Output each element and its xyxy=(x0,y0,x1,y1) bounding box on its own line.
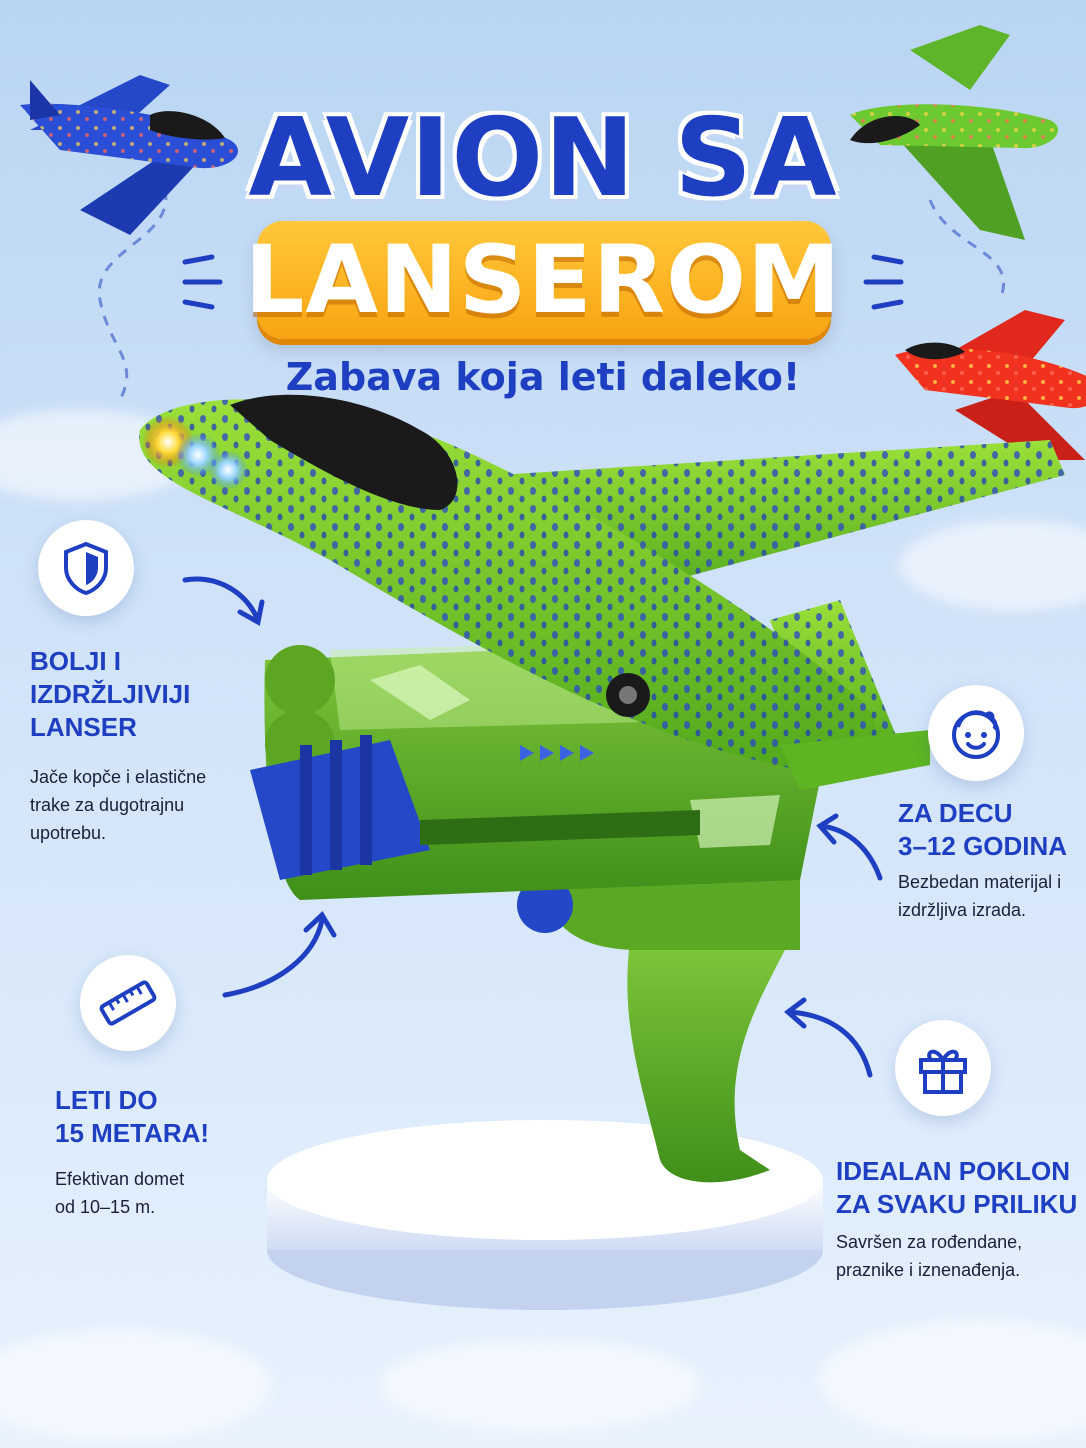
feature-icon-circle xyxy=(38,520,134,616)
tagline: Zabava koja leti daleko! xyxy=(285,355,801,399)
feature-description: Bezbedan materijal i izdržljiva izrada. xyxy=(898,872,1062,920)
feature-icon-circle xyxy=(895,1020,991,1116)
feature-icon-circle xyxy=(80,955,176,1051)
feature-title: BOLJI I IZDRŽLJIVIJI LANSER xyxy=(30,646,191,742)
ruler-icon xyxy=(98,973,158,1033)
feature-title: IDEALAN POKLON ZA SVAKU PRILIKU xyxy=(836,1156,1078,1219)
headline-line-2: LANSEROM xyxy=(244,226,842,335)
shield-icon xyxy=(56,538,116,598)
feature-title: ZA DECU 3–12 GODINA xyxy=(898,798,1068,861)
gift-icon xyxy=(913,1038,973,1098)
feature-icon-circle xyxy=(928,685,1024,781)
child-face-icon xyxy=(946,703,1006,763)
feature-title: LETI DO 15 METARA! xyxy=(55,1085,210,1148)
feature-description: Savršen za rođendane, praznike i iznenađenja. xyxy=(836,1232,1023,1280)
headline-line-1: AVION SA xyxy=(248,96,838,221)
feature-description: Jače kopče i elastične trake za dugotrajnu upotrebu. xyxy=(30,767,207,843)
podium-top xyxy=(267,1120,823,1240)
feature-description: Efektivan domet od 10–15 m. xyxy=(55,1169,185,1217)
